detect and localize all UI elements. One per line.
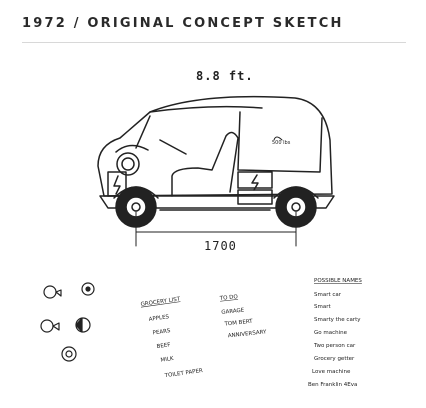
possible-name: Ben Franklin 4Eva [308,382,358,388]
car-body-outline [98,97,332,196]
possible-name: Smarty the carty [314,317,361,323]
possible-name: Two person car [314,343,356,349]
possible-name: Smart [314,304,331,310]
windshield-line [136,116,150,148]
todo-item: GARAGE [221,307,245,316]
doodle-icons [41,283,94,361]
grocery-list [140,295,203,382]
possible-name: Smart car [314,292,342,298]
todo-list [219,291,268,339]
length-dimension-label: 8.8 ft. [196,69,254,83]
steering [160,140,186,154]
possible-names-heading: POSSIBLE NAMES [314,278,362,284]
grocery-item: APPLES [148,314,170,323]
wheelbase-dimension-label: 1700 [204,239,237,253]
possible-name: Grocery getter [314,356,355,362]
todo-heading: TO DO [219,294,239,302]
grocery-item: MILK [160,355,174,364]
car-roof-line [150,107,262,112]
grocery-item: TOILET PAPER [164,367,204,380]
possible-names-list [308,278,362,388]
page-title: 1972 / ORIGINAL CONCEPT SKETCH [22,16,344,31]
weight-note: 500 lbs [272,140,291,146]
seat [172,132,238,196]
grocery-list-heading: GROCERY LIST [140,296,181,308]
todo-item: TOM BERT [224,318,253,328]
possible-name: Go machine [314,330,348,336]
possible-name: Love machine [312,369,351,375]
battery-box-rear [238,172,272,188]
todo-item: ANNIVERSARY [227,329,267,340]
grocery-item: PEARS [152,328,171,337]
grocery-item: BEEF [156,342,171,351]
